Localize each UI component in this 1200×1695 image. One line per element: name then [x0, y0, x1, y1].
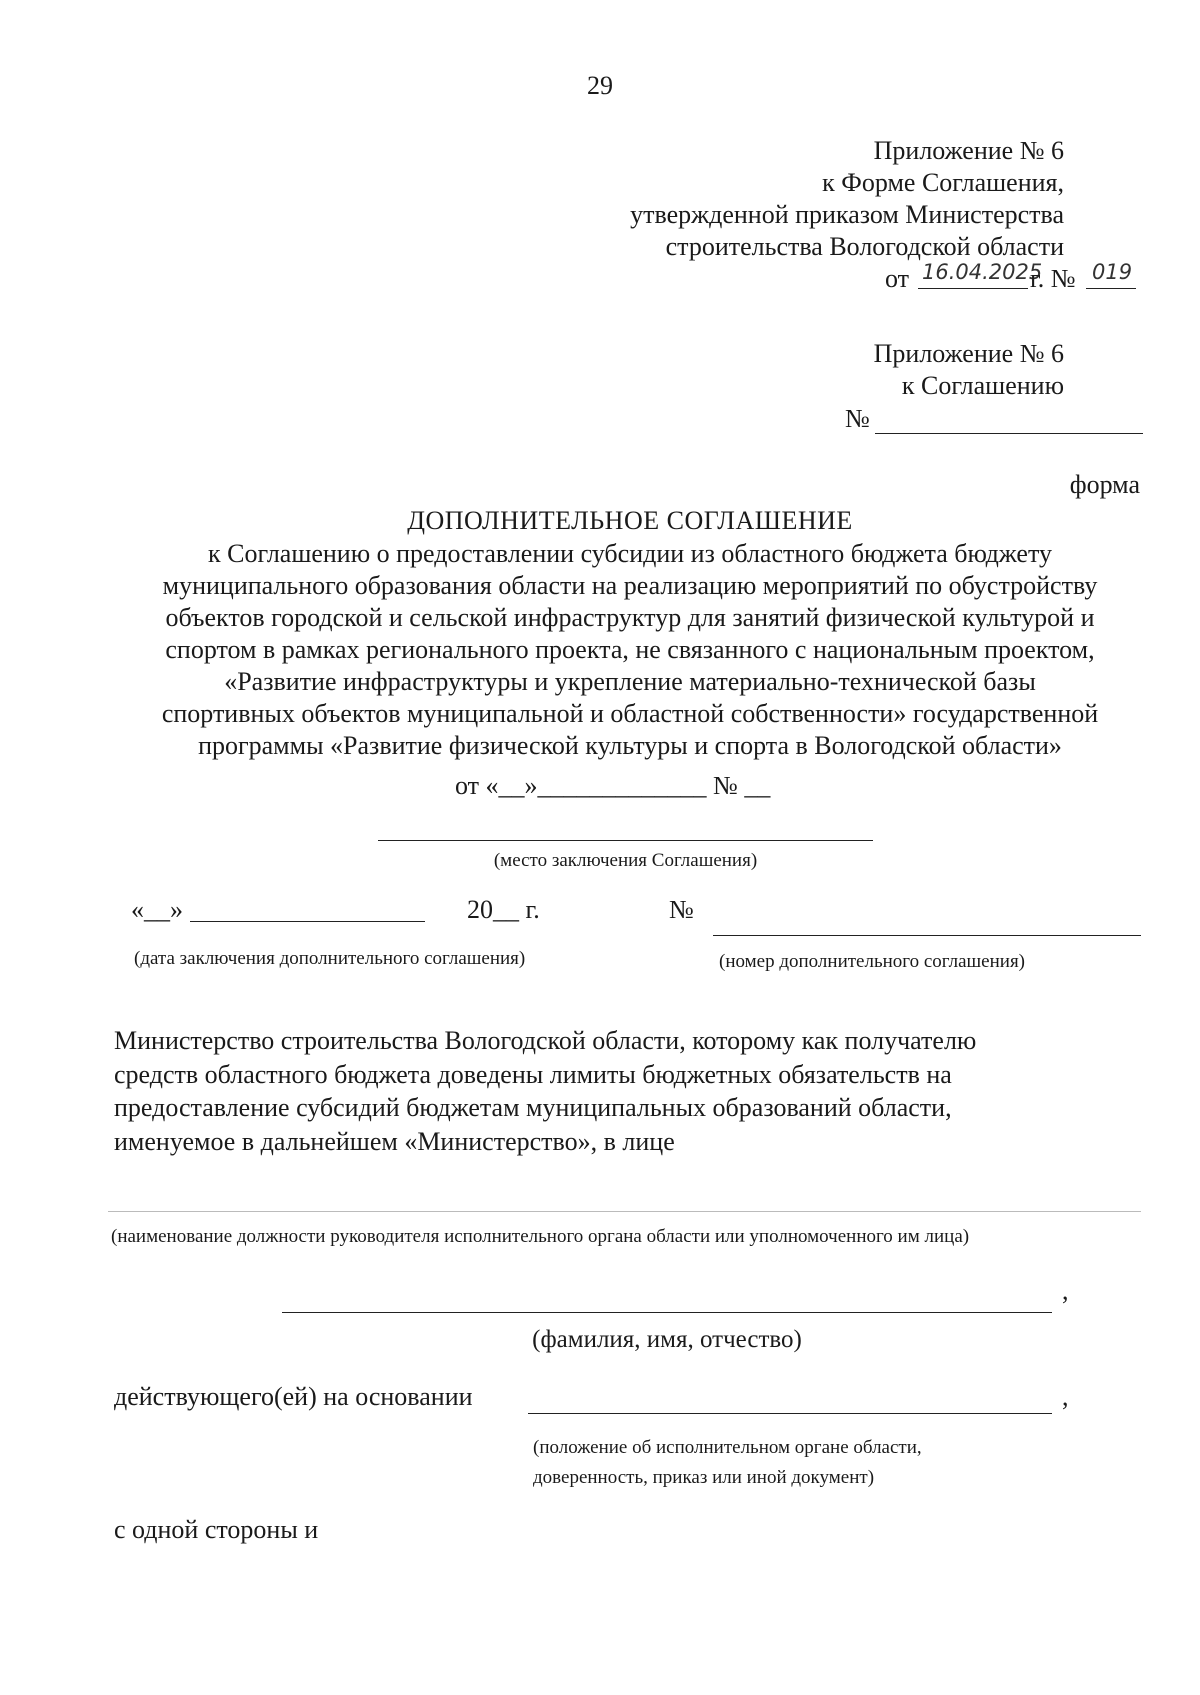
body-line: именуемое в дальнейшем «Министерство», в лице: [114, 1126, 675, 1156]
appendix-form-from: от: [885, 264, 910, 293]
basis-caption-line1: (положение об исполнительном органе области,: [533, 1437, 922, 1458]
date-number-sign: №: [669, 895, 694, 924]
position-line: [108, 1211, 1141, 1212]
fio-comma: ,: [1062, 1276, 1069, 1305]
additional-number-line: [713, 935, 1141, 936]
one-side-text: с одной стороны и: [114, 1515, 319, 1544]
place-caption: (место заключения Соглашения): [493, 850, 758, 871]
appendix-form-line3: утвержденной приказом Министерства: [630, 200, 1064, 229]
acting-label: действующего(ей) на основании: [114, 1382, 473, 1411]
appendix-agreement-line2: к Соглашению: [901, 371, 1064, 400]
basis-caption: [533, 1433, 1063, 1493]
position-caption: (наименование должности руководителя исполнительного органа области или уполномоченного им лица): [111, 1226, 970, 1247]
appendix-agreement-block: [564, 338, 1064, 402]
appendix-form-line4: строительства Вологодской области: [665, 232, 1064, 261]
date-quote: «__»: [131, 895, 183, 924]
subtitle-line: спортивных объектов муниципальной и областной собственности» государственной: [161, 699, 1099, 728]
date-year: 20__ г.: [467, 895, 540, 924]
order-number-handwritten: 019: [1092, 260, 1133, 284]
fio-line: [282, 1312, 1052, 1313]
place-line: [378, 840, 873, 841]
number-caption: (номер дополнительного соглашения): [719, 951, 1026, 972]
body-line: средств областного бюджета доведены лимиты бюджетных обязательств на: [114, 1059, 952, 1089]
basis-comma: ,: [1062, 1382, 1069, 1411]
body-line: Министерство строительства Вологодской области, которому как получателю: [114, 1026, 977, 1055]
body-paragraph: [114, 1024, 1135, 1158]
order-date-handwritten: 16.04.2025: [922, 260, 1043, 284]
appendix-form-line1: Приложение № 6: [873, 136, 1064, 165]
order-date-field: [918, 258, 1043, 289]
subtitle-line: муниципального образования области на реализацию мероприятий по обустройству: [162, 571, 1098, 600]
appendix-form-line2: к Форме Соглашения,: [822, 168, 1064, 197]
form-label: форма: [1069, 470, 1140, 499]
order-number-field: [1086, 258, 1136, 289]
page-number: 29: [587, 71, 613, 100]
subtitle-line: к Соглашению о предоставлении субсидии из областного бюджета бюджету: [208, 539, 1052, 568]
appendix-agreement-line1: Приложение № 6: [873, 339, 1064, 368]
additional-agreement-date-line: от «__»_____________ № __: [455, 771, 771, 800]
basis-line: [528, 1413, 1052, 1414]
appendix-form-block: [364, 135, 1064, 263]
appendix-form-year-suffix: г. №: [1030, 264, 1076, 293]
body-line: предоставление субсидий бюджетам муниципальных образований области,: [114, 1093, 952, 1122]
document-subtitle: [100, 538, 1160, 762]
fio-caption: (фамилия, имя, отчество): [532, 1326, 802, 1353]
document-title: ДОПОЛНИТЕЛЬНОЕ СОГЛАШЕНИЕ: [407, 506, 853, 535]
agreement-number-line: [875, 433, 1143, 434]
basis-caption-line2: доверенность, приказ или иной документ): [533, 1467, 875, 1488]
subtitle-line: «Развитие инфраструктуры и укрепление материально-технической базы: [224, 667, 1036, 696]
date-caption: (дата заключения дополнительного соглашения): [134, 948, 526, 969]
subtitle-line: спортом в рамках регионального проекта, не связанного с национальным проектом,: [165, 635, 1095, 664]
agreement-number-label: №: [845, 404, 870, 433]
subtitle-line: программы «Развитие физической культуры и спорта в Вологодской области»: [198, 731, 1062, 760]
subtitle-line: объектов городской и сельской инфраструктур для занятий физической культурой и: [165, 603, 1095, 632]
date-month-line: [190, 921, 425, 922]
